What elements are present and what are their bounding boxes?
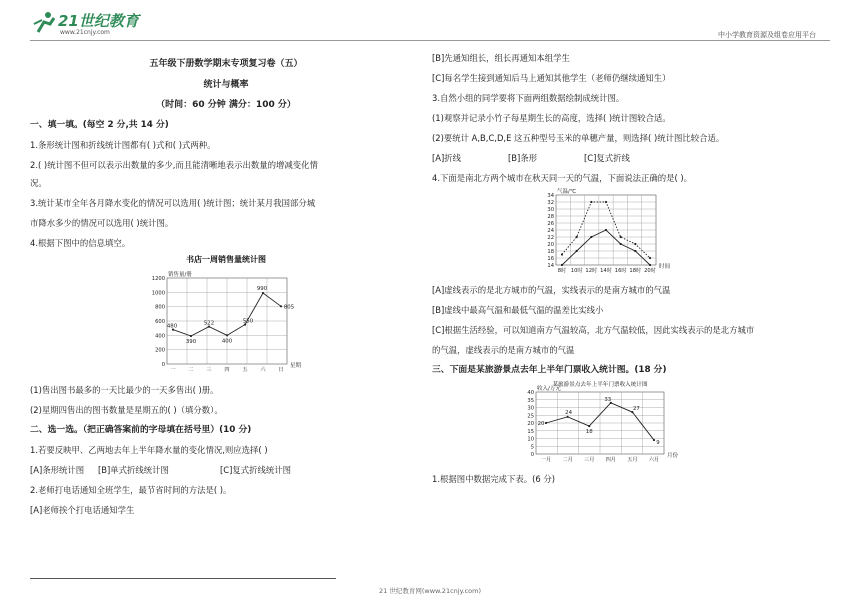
select-question-3-1: (1)观察并记录小竹子每星期生长的高度，选择( )统计图较合适。 bbox=[432, 113, 671, 123]
x-tick-label: 12时 bbox=[585, 268, 598, 274]
data-point bbox=[649, 264, 651, 266]
option-a: [A]折线 bbox=[432, 153, 462, 163]
chart-title: 书店一周销售量统计图 bbox=[186, 255, 266, 264]
data-label: 480 bbox=[166, 323, 178, 330]
y-tick-label: 40 bbox=[527, 390, 534, 396]
data-label: 18 bbox=[585, 429, 593, 436]
option-c: [C]复式折线 bbox=[584, 153, 630, 163]
y-tick-label: 22 bbox=[547, 235, 554, 241]
data-point bbox=[649, 257, 651, 259]
data-label: 805 bbox=[283, 304, 295, 311]
data-point bbox=[545, 422, 547, 424]
y-tick-label: 600 bbox=[155, 319, 165, 325]
question-1-3-cont: 市降水多少的情况可以选用( )统计图。 bbox=[30, 218, 174, 228]
x-tick-label: 六 bbox=[260, 367, 266, 373]
section-1-heading: 一、填一填。(每空 2 分,共 14 分) bbox=[30, 120, 169, 130]
data-point bbox=[590, 236, 592, 238]
y-tick-label: 26 bbox=[547, 221, 554, 227]
data-point bbox=[280, 305, 282, 307]
footer-divider bbox=[30, 578, 336, 579]
data-point bbox=[588, 425, 590, 427]
y-axis-label: 销售量/册 bbox=[168, 272, 192, 278]
data-point bbox=[561, 253, 563, 255]
question-1-3: 3.统计某市全年各月降水变化的情况可以选用( )统计图；统计某月我国部分城 bbox=[30, 198, 316, 208]
option-b: [B]条形 bbox=[508, 153, 538, 163]
question-1-1: 1.条形统计图和折线统计图都有( )式和( )式两种。 bbox=[30, 140, 216, 150]
y-tick-label: 24 bbox=[547, 228, 554, 234]
data-label: 27 bbox=[632, 406, 640, 413]
chart-title: 某旅游景点去年上半年门票收入统计图 bbox=[552, 382, 648, 388]
y-tick-label: 35 bbox=[527, 397, 534, 404]
data-label: 390 bbox=[185, 339, 197, 346]
data-point bbox=[634, 250, 636, 252]
y-tick-label: 200 bbox=[155, 347, 165, 354]
y-tick-label: 0 bbox=[161, 362, 165, 368]
data-point bbox=[576, 250, 578, 252]
data-point bbox=[605, 201, 607, 203]
y-tick-label: 5 bbox=[530, 444, 534, 451]
page-title: 五年级下册数学期末专项复习卷（五） bbox=[149, 59, 303, 69]
select-question-4-option-a: [A]虚线表示的是北方城市的气温，实线表示的是南方城市的气温 bbox=[432, 285, 671, 295]
y-tick-label: 16 bbox=[547, 256, 554, 262]
header-divider bbox=[30, 40, 830, 41]
section-3-heading: 三、下面是某旅游景点去年上半年门票收入统计图。(18 分) bbox=[432, 365, 667, 375]
data-point bbox=[620, 243, 622, 245]
select-question-3: 3.自然小组的同学要将下面两组数据绘制成统计图。 bbox=[432, 93, 625, 103]
y-axis-label: 收入/万元 bbox=[537, 386, 561, 392]
data-point bbox=[605, 229, 607, 231]
y-tick-label: 30 bbox=[527, 405, 534, 412]
right-column bbox=[432, 53, 830, 486]
x-axis-label: 月份 bbox=[667, 453, 679, 459]
x-tick-label: 三月 bbox=[584, 457, 595, 463]
x-tick-label: 五 bbox=[242, 367, 248, 373]
x-tick-label: 五月 bbox=[627, 457, 638, 463]
y-tick-label: 32 bbox=[547, 200, 554, 206]
question-1-4-1: (1)售出图书最多的一天比最少的一天多售出( )册。 bbox=[30, 385, 219, 395]
logo-url: www.21cnjy.com bbox=[60, 29, 110, 36]
x-tick-label: 二 bbox=[188, 367, 194, 373]
data-point bbox=[653, 439, 655, 441]
select-question-2: 2.老师打电话通知全班学生，最节省时间的方法是( )。 bbox=[30, 485, 232, 495]
y-tick-label: 1000 bbox=[151, 290, 165, 297]
x-tick-label: 三 bbox=[206, 367, 212, 373]
data-label: 400 bbox=[221, 338, 233, 345]
x-tick-label: 四月 bbox=[605, 457, 616, 463]
x-tick-label: 16时 bbox=[614, 268, 627, 274]
y-tick-label: 18 bbox=[547, 249, 554, 255]
x-tick-label: 8时 bbox=[557, 268, 567, 274]
select-question-4-option-c-cont: 的气温，虚线表示的是南方城市的气温 bbox=[432, 345, 575, 355]
y-tick-label: 400 bbox=[155, 333, 165, 340]
select-question-2-option-b: [B]先通知组长，组长再通知本组学生 bbox=[432, 53, 570, 63]
y-tick-label: 10 bbox=[527, 436, 534, 443]
question-1-2-cont: 况。 bbox=[30, 178, 47, 188]
data-label: 24 bbox=[565, 409, 573, 416]
select-question-1: 1.若要反映甲、乙两地去年上半年降水量的变化情况,则应选择( ) bbox=[30, 445, 268, 455]
x-tick-label: 日 bbox=[278, 367, 284, 373]
x-tick-label: 20时 bbox=[644, 268, 656, 274]
x-tick-label: 18时 bbox=[629, 268, 642, 274]
y-tick-label: 800 bbox=[155, 304, 165, 311]
option-c: [C]复式折线统计图 bbox=[220, 465, 292, 475]
section-3-question-1: 1.根据图中数据完成下表。(6 分) bbox=[432, 474, 556, 484]
y-tick-label: 0 bbox=[530, 452, 534, 458]
x-tick-label: 六月 bbox=[648, 457, 660, 463]
data-point bbox=[262, 292, 264, 294]
data-point bbox=[634, 243, 636, 245]
data-point bbox=[620, 236, 622, 238]
y-tick-label: 30 bbox=[547, 207, 554, 213]
question-1-4-2: (2)星期四售出的图书数量是星期五的( )（填分数）。 bbox=[30, 405, 223, 415]
y-tick-label: 14 bbox=[547, 263, 554, 269]
x-tick-label: 一月 bbox=[540, 457, 552, 463]
data-label: 522 bbox=[203, 320, 215, 327]
y-tick-label: 15 bbox=[527, 428, 534, 435]
data-label: 9 bbox=[656, 440, 660, 447]
question-1-4: 4.根据下图中的信息填空。 bbox=[30, 238, 131, 248]
question-1-2: 2.( )统计图不但可以表示出数量的多少,而且能清晰地表示出数量的增减变化情 bbox=[30, 160, 318, 170]
select-question-3-2: (2)要统计 A,B,C,D,E 这五种型号玉米的单穗产量，则选择( )统计图比较合适。 bbox=[432, 133, 725, 143]
x-axis-label: 时间 bbox=[659, 264, 671, 270]
select-question-2-option-c: [C]每名学生接到通知后马上通知其他学生（老师仍继续通知生） bbox=[432, 73, 671, 83]
x-tick-label: 四 bbox=[224, 367, 230, 373]
data-point bbox=[590, 201, 592, 203]
data-label: 990 bbox=[256, 286, 268, 293]
page-subtitle: 统计与概率 bbox=[203, 80, 249, 90]
y-axis-label: 气温/℃ bbox=[557, 189, 577, 195]
bookstore-sales-chart bbox=[30, 252, 422, 378]
y-tick-label: 34 bbox=[547, 193, 554, 199]
temperature-chart bbox=[432, 187, 830, 275]
data-point bbox=[561, 264, 563, 266]
left-column bbox=[30, 58, 422, 517]
select-question-1-options bbox=[30, 464, 422, 477]
x-tick-label: 二月 bbox=[562, 457, 573, 463]
logo bbox=[32, 10, 142, 40]
header-platform-text: 中小学教育资源及组卷应用平台 bbox=[718, 31, 816, 39]
data-point bbox=[567, 416, 569, 418]
option-b: [B]单式折线统计图 bbox=[98, 465, 169, 475]
select-question-4: 4.下面是南北方两个城市在秋天同一天的气温，下面说法正确的是( )。 bbox=[432, 173, 693, 183]
select-question-4-option-c: [C]根据生活经验，可以知道南方气温较高，北方气温较低，因此实线表示的是北方城市 bbox=[432, 325, 755, 335]
data-point bbox=[576, 236, 578, 238]
y-tick-label: 28 bbox=[547, 214, 554, 220]
data-label: 33 bbox=[604, 396, 612, 403]
section-2-heading: 二、选一选。（把正确答案前的字母填在括号里）(10 分) bbox=[30, 425, 252, 435]
y-tick-label: 25 bbox=[527, 413, 534, 420]
y-tick-label: 20 bbox=[547, 242, 554, 248]
logo-text: 21世纪教育 bbox=[58, 12, 139, 30]
ticket-income-chart bbox=[432, 380, 830, 466]
x-tick-label: 14时 bbox=[600, 268, 612, 274]
x-axis-label: 星期 bbox=[290, 363, 302, 369]
x-tick-label: 10时 bbox=[570, 268, 583, 274]
runner-logo-icon bbox=[32, 10, 58, 34]
option-a: [A]条形统计图 bbox=[30, 465, 85, 475]
footer-text: 21 世纪教育网(www.21cnjy.com) bbox=[379, 587, 481, 595]
select-question-2-option-a: [A]老师挨个打电话通知学生 bbox=[30, 505, 135, 515]
select-question-4-option-b: [B]虚线中最高气温和最低气温的温差比实线小 bbox=[432, 305, 604, 315]
series-line bbox=[562, 230, 650, 265]
data-label: 20 bbox=[537, 421, 545, 427]
data-point bbox=[190, 335, 192, 337]
data-label: 550 bbox=[242, 318, 254, 325]
select-question-3-options bbox=[432, 152, 830, 165]
data-point bbox=[226, 334, 228, 336]
y-tick-label: 1200 bbox=[151, 276, 165, 282]
time-info: （时间：60 分钟 满分：100 分） bbox=[156, 100, 296, 110]
y-tick-label: 20 bbox=[527, 421, 534, 427]
x-tick-label: 一 bbox=[170, 367, 176, 373]
